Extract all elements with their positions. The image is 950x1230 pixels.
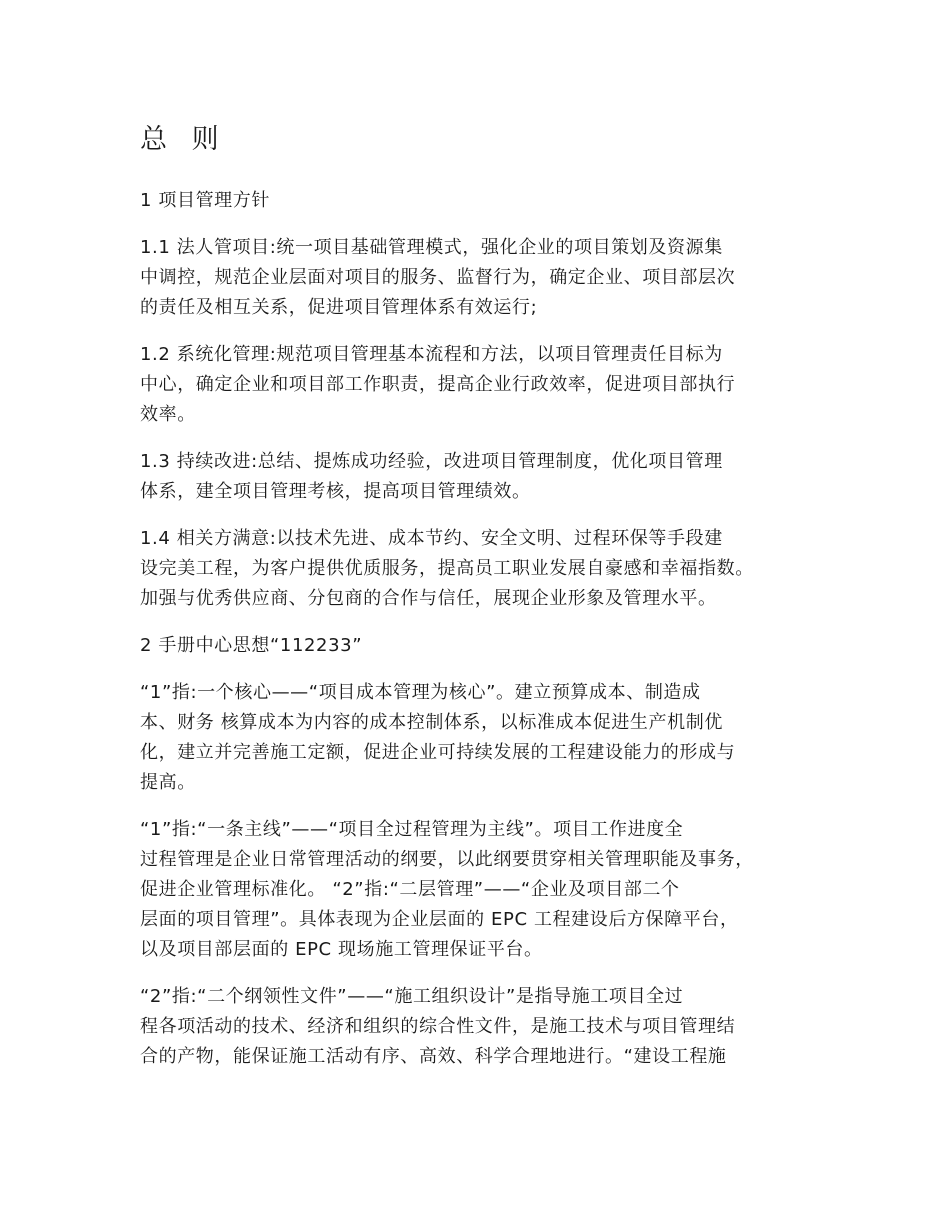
text-line: 化，建立并完善施工定额，促进企业可持续发展的工程建设能力的形成与: [140, 742, 736, 763]
text-line: 程各项活动的技术、经济和组织的综合性文件，是施工技术与项目管理结: [140, 1016, 736, 1037]
paragraph-2-2: [140, 815, 830, 965]
text-line: 体系，建全项目管理考核，提高项目管理绩效。: [140, 481, 531, 502]
text-line: 提高。: [140, 772, 196, 793]
text-line: 1 项目管理方针: [140, 190, 270, 211]
text-line: 效率。: [140, 404, 196, 425]
text-line: “2”指:“二个纲领性文件”——“施工组织设计”是指导施工项目全过: [140, 986, 684, 1007]
page-title: 总 则: [140, 124, 227, 155]
text-line: 本、财务 核算成本为内容的成本控制体系，以标准成本促进生产机制优: [140, 712, 723, 733]
text-line: 促进企业管理标准化。 “2”指:“二层管理”——“企业及项目部二个: [140, 879, 680, 900]
text-line: 合的产物，能保证施工活动有序、高效、科学合理地进行。“建设工程施: [140, 1046, 727, 1067]
section-heading-2: [140, 631, 830, 661]
text-line: 过程管理是企业日常管理活动的纲要，以此纲要贯穿相关管理职能及事务，: [140, 849, 754, 870]
text-line: 加强与优秀供应商、分包商的合作与信任，展现企业形象及管理水平。: [140, 588, 717, 609]
text-line: 以及项目部层面的 EPC 现场施工管理保证平台。: [140, 939, 543, 960]
text-line: 1.4 相关方满意:以技术先进、成本节约、安全文明、过程环保等手段建: [140, 528, 723, 549]
text-line: 中心，确定企业和项目部工作职责，提高企业行政效率，促进项目部执行: [140, 374, 736, 395]
paragraph-1-2: [140, 340, 830, 430]
section-heading-1: [140, 186, 830, 216]
text-line: “1”指:一个核心——“项目成本管理为核心”。建立预算成本、制造成: [140, 682, 701, 703]
text-line: 的责任及相互关系，促进项目管理体系有效运行;: [140, 297, 538, 318]
text-line: 1.2 系统化管理:规范项目管理基本流程和方法，以项目管理责任目标为: [140, 344, 723, 365]
paragraph-1-4: [140, 524, 830, 614]
text-line: 1.1 法人管项目:统一项目基础管理模式，强化企业的项目策划及资源集: [140, 237, 723, 258]
paragraph-1-3: [140, 447, 830, 507]
text-line: 设完美工程，为客户提供优质服务，提高员工职业发展自豪感和幸福指数。: [140, 558, 754, 579]
text-line: 层面的项目管理”。具体表现为企业层面的 EPC 工程建设后方保障平台，: [140, 909, 739, 930]
paragraph-2-3: [140, 982, 830, 1072]
text-line: 2 手册中心思想“112233”: [140, 635, 363, 656]
text-line: 1.3 持续改进:总结、提炼成功经验，改进项目管理制度，优化项目管理: [140, 451, 723, 472]
paragraph-1-1: [140, 233, 830, 323]
text-line: 中调控，规范企业层面对项目的服务、监督行为，确定企业、项目部层次: [140, 267, 736, 288]
paragraph-2-1: [140, 678, 830, 798]
text-line: “1”指:“一条主线”——“项目全过程管理为主线”。项目工作进度全: [140, 819, 684, 840]
